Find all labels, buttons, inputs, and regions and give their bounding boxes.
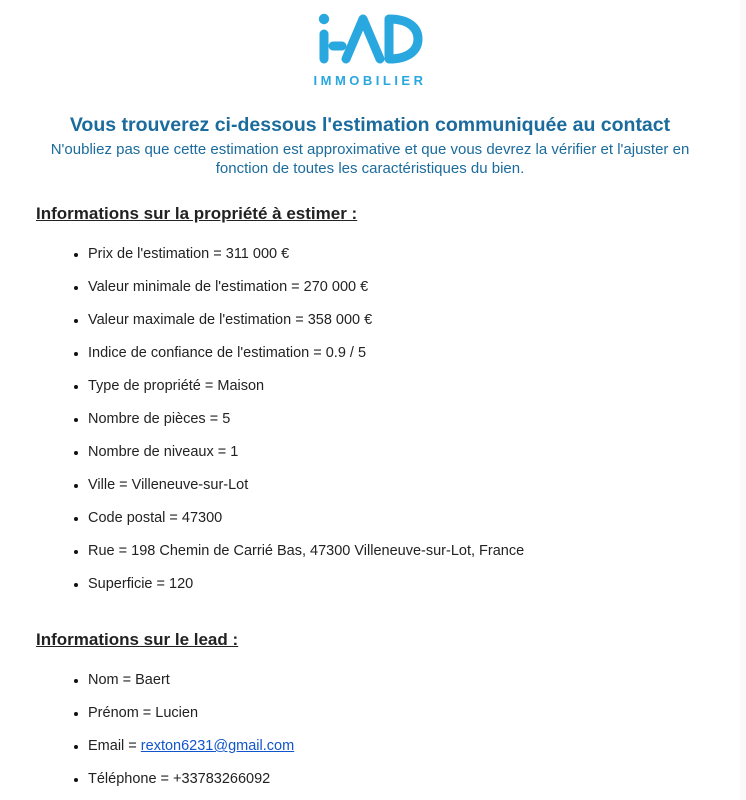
list-item-text: Email = [88, 738, 141, 755]
list-item-text: Téléphone = +33783266092 [88, 771, 271, 788]
list-item [88, 508, 704, 528]
iad-logo [0, 0, 740, 88]
list-item-text: Nombre de niveaux = 1 [88, 444, 239, 461]
list-item [88, 244, 704, 264]
list-item-text: Valeur maximale de l'estimation = 358 000 € [88, 312, 373, 329]
section-list [36, 244, 704, 594]
list-item-text: Ville = Villeneuve-sur-Lot [88, 477, 249, 494]
list-item-text: Code postal = 47300 [88, 510, 223, 527]
list-item-text: Nombre de pièces = 5 [88, 411, 231, 428]
list-item [88, 574, 704, 594]
list-item-text: Prénom = Lucien [88, 705, 199, 722]
iad-logo-subtext: IMMOBILIER [313, 73, 427, 88]
list-item [88, 409, 704, 429]
list-item [88, 670, 704, 690]
list-item-text: Rue = 198 Chemin de Carrié Bas, 47300 Villeneuve-sur-Lot, France [88, 543, 525, 560]
list-item [88, 310, 704, 330]
list-item-text: Prix de l'estimation = 311 000 € [88, 246, 290, 263]
list-item [88, 703, 704, 723]
list-item [88, 541, 704, 561]
email-link[interactable]: rexton6231@gmail.com [140, 738, 295, 755]
sections-container [36, 204, 704, 789]
section-title: Informations sur la propriété à estimer : [36, 204, 358, 224]
info-section [36, 630, 704, 789]
list-item-text: Superficie = 120 [88, 576, 194, 593]
list-item [88, 475, 704, 495]
estimation-title: Vous trouverez ci-dessous l'estimation communiquée au contact [69, 114, 671, 136]
list-item [88, 769, 704, 789]
section-title: Informations sur le lead : [36, 630, 239, 650]
list-item-text: Nom = Baert [88, 672, 170, 689]
list-item-text: Type de propriété = Maison [88, 378, 265, 395]
list-item [88, 442, 704, 462]
iad-logo-icon [316, 12, 424, 66]
list-item [88, 343, 704, 363]
info-section [36, 204, 704, 594]
list-item [88, 736, 704, 756]
list-item [88, 277, 704, 297]
list-item [88, 376, 704, 396]
list-item-text: Valeur minimale de l'estimation = 270 000 € [88, 279, 369, 296]
estimation-disclaimer: N'oubliez pas que cette estimation est approximative et que vous devrez la vérifier et l'ajuster en fonction de toutes les caractéristiques du bien. [50, 141, 690, 177]
list-item-text: Indice de confiance de l'estimation = 0.9 / 5 [88, 345, 367, 362]
section-list [36, 670, 704, 789]
